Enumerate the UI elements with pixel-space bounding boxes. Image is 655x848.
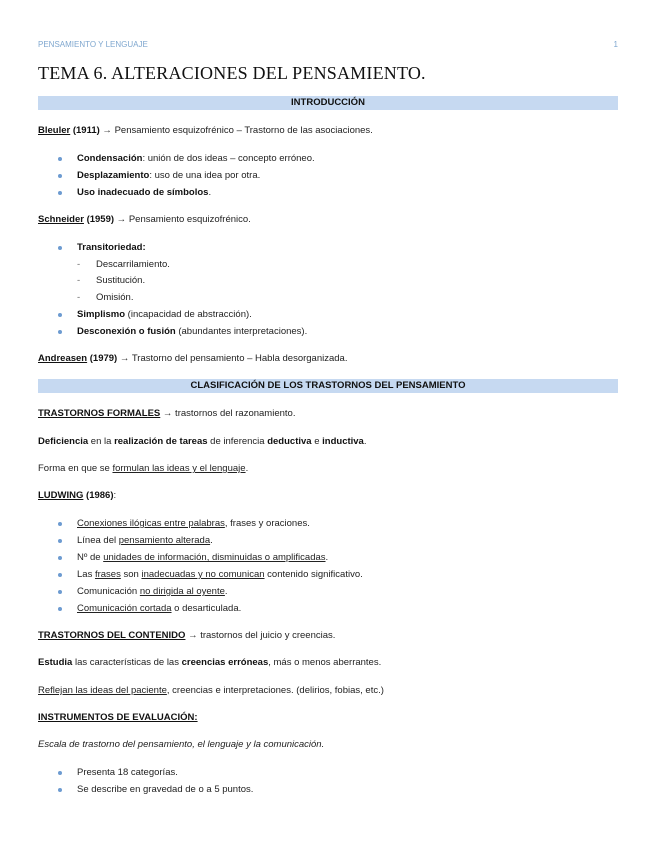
sub-list-item: - Sustitución.: [77, 275, 146, 286]
bullet-icon: [58, 590, 62, 594]
contenido-line: TRASTORNOS DEL CONTENIDO → trastornos del juicio y creencias.: [38, 630, 336, 641]
list-item: Presenta 18 categorías.: [77, 767, 178, 778]
andreasen-line: Andreasen (1979) → Trastorno del pensamiento – Habla desorganizada.: [38, 353, 348, 364]
dash-icon: -: [77, 292, 81, 303]
bullet-icon: [58, 313, 62, 317]
bullet-icon: [58, 607, 62, 611]
bullet-icon: [58, 556, 62, 560]
list-item: Comunicación cortada o desarticulada.: [77, 603, 241, 614]
dash-icon: -: [77, 275, 81, 286]
bullet-icon: [58, 330, 62, 334]
author-schneider: Schneider: [38, 214, 84, 225]
section-heading-introduccion: INTRODUCCIÓN: [38, 96, 618, 110]
section-heading-clasificacion: CLASIFICACIÓN DE LOS TRASTORNOS DEL PENSAMIENTO: [38, 379, 618, 393]
list-item: Comunicación no dirigida al oyente.: [77, 586, 228, 597]
author-andreasen: Andreasen: [38, 353, 88, 364]
list-item: Nº de unidades de información, disminuidas o amplificadas.: [77, 552, 328, 563]
bleuler-line: [38, 125, 373, 136]
sub-list-item: - Omisión.: [77, 292, 134, 303]
escala-line: Escala de trastorno del pensamiento, el lenguaje y la comunicación.: [38, 739, 325, 750]
forma-line: Forma en que se formulan las ideas y el lenguaje.: [38, 463, 249, 474]
schneider-line: Schneider (1959) → Pensamiento esquizofrénico.: [38, 214, 251, 225]
term-formales: TRASTORNOS FORMALES: [38, 408, 161, 419]
bullet-icon: [58, 174, 62, 178]
bullet-icon: [58, 788, 62, 792]
list-item: Desplazamiento: uso de una idea por otra.: [77, 170, 260, 181]
author-bleuler: Bleuler: [38, 125, 71, 136]
bullet-icon: [58, 539, 62, 543]
list-item: Uso inadecuado de símbolos.: [77, 187, 211, 198]
sub-list-item: - Descarrilamiento.: [77, 259, 170, 270]
dash-icon: -: [77, 259, 81, 270]
running-header: [38, 40, 618, 49]
bullet-icon: [58, 157, 62, 161]
bullet-icon: [58, 191, 62, 195]
author-ludwing: LUDWING: [38, 490, 84, 501]
page-number: 1: [613, 40, 618, 49]
bullet-icon: [58, 771, 62, 775]
year-andreasen: (1979): [89, 353, 118, 364]
running-title: PENSAMIENTO Y LENGUAJE: [38, 40, 148, 49]
year-schneider: (1959): [86, 214, 115, 225]
deficiencia-line: Deficiencia en la realización de tareas de inferencia deductiva e inductiva.: [38, 436, 367, 447]
page-title: TEMA 6. ALTERACIONES DEL PENSAMIENTO.: [38, 63, 426, 83]
list-item: Se describe en gravedad de o a 5 puntos.: [77, 784, 253, 795]
list-item: Conexiones ilógicas entre palabras, frases y oraciones.: [77, 518, 310, 529]
list-item: Simplismo (incapacidad de abstracción).: [77, 309, 252, 320]
ludwing-line: LUDWING (1986):: [38, 490, 117, 501]
list-item: Desconexión o fusión (abundantes interpretaciones).: [77, 326, 307, 337]
bleuler-text: → Pensamiento esquizofrénico – Trastorno de las asociaciones.: [99, 125, 373, 136]
term-contenido: TRASTORNOS DEL CONTENIDO: [38, 630, 186, 641]
instrumentos-heading: INSTRUMENTOS DE EVALUACIÓN:: [38, 712, 198, 723]
year-bleuler: (1911): [72, 125, 100, 136]
bullet-icon: [58, 522, 62, 526]
list-item: Las frases son inadecuadas y no comunican contenido significativo.: [77, 569, 363, 580]
bullet-icon: [58, 246, 62, 250]
reflejan-line: Reflejan las ideas del paciente, creencias e interpretaciones. (delirios, fobias, etc.): [38, 685, 384, 696]
estudia-line: Estudia las características de las creencias erróneas, más o menos aberrantes.: [38, 657, 382, 668]
list-item: Línea del pensamiento alterada.: [77, 535, 213, 546]
list-item: Condensación: unión de dos ideas – concepto erróneo.: [77, 153, 315, 164]
formales-line: TRASTORNOS FORMALES → trastornos del razonamiento.: [38, 408, 296, 419]
list-item: Transitoriedad:: [77, 242, 146, 253]
bullet-icon: [58, 573, 62, 577]
